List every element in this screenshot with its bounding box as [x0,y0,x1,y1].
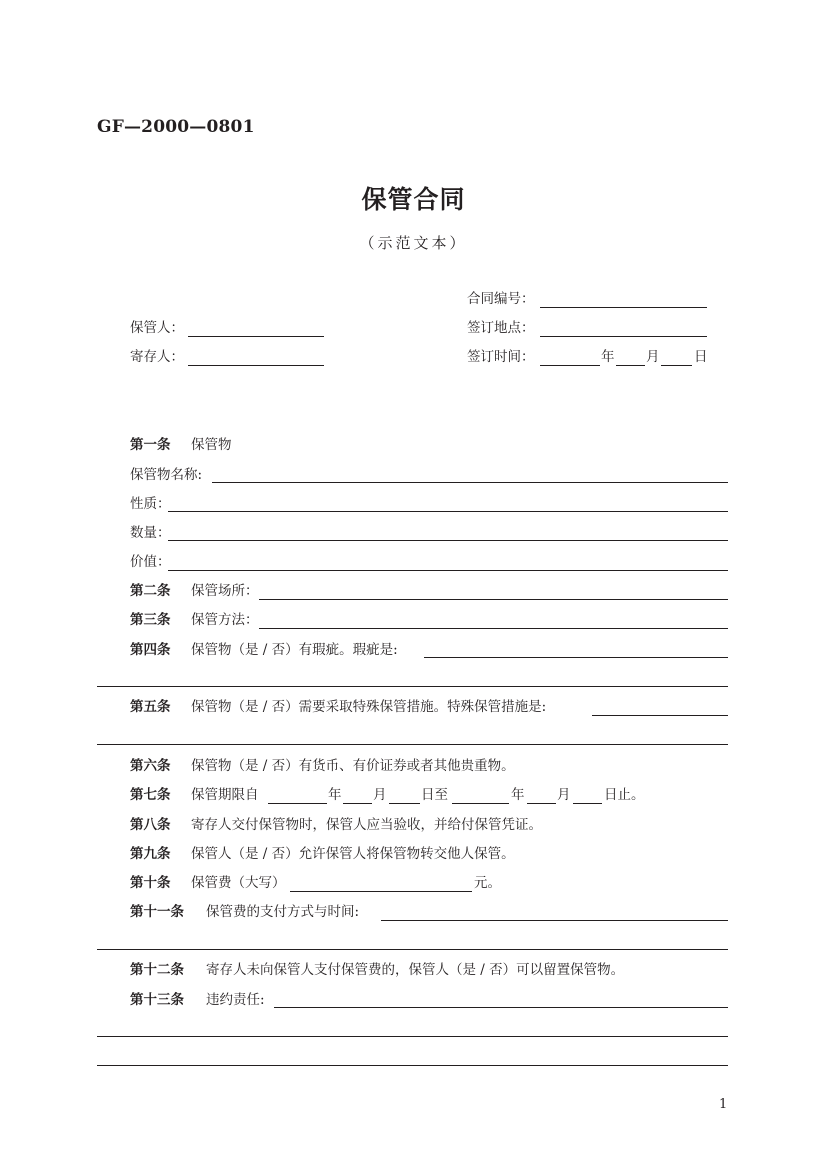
article-13-continuation-line-2 [97,1065,728,1066]
article-3-text: 保管方法： [191,612,259,628]
article-6-number: 第六条 [130,758,171,774]
article-8-number: 第八条 [130,817,171,833]
term-start-year-blank [268,803,327,804]
article-2-blank [259,599,728,600]
term-start-day-blank [389,803,420,804]
article-9-number: 第九条 [130,846,171,862]
sign-time-label: 签订时间： [467,349,535,365]
article-9-text: 保管人（是 / 否）允许保管人将保管物转交他人保管。 [191,846,515,862]
document-code: GF—2000—0801 [97,117,255,137]
article-12-number: 第十二条 [130,962,184,978]
sign-month-blank [616,365,645,366]
article-2-number: 第二条 [130,583,171,599]
article-5-number: 第五条 [130,699,171,715]
article-13-blank [274,1007,728,1008]
contract-no-blank [540,307,707,308]
term-start-month-blank [343,803,372,804]
item-name-label: 保管物名称: [130,467,203,483]
term-end-year-label: 年 [511,787,525,803]
article-3-number: 第三条 [130,612,171,628]
term-end-month-blank [527,803,556,804]
contract-no-label: 合同编号： [467,291,535,307]
article-1-title: 保管物 [191,437,232,453]
article-11-blank [381,920,728,921]
article-13-text: 违约责任: [206,992,265,1008]
sign-year-label: 年 [601,349,615,365]
article-6-text: 保管物（是 / 否）有货币、有价证券或者其他贵重物。 [191,758,515,774]
sign-place-blank [540,336,707,337]
item-quantity-blank [168,540,728,541]
custodian-blank [188,336,324,337]
item-nature-blank [168,511,728,512]
article-1-number: 第一条 [130,437,171,453]
article-3-blank [259,628,728,629]
page-number: 1 [719,1097,728,1112]
term-start-month-label: 月 [373,787,387,803]
sign-month-label: 月 [646,349,660,365]
term-start-year-label: 年 [328,787,342,803]
article-7-pre: 保管期限自 [191,787,259,803]
sign-day-blank [661,365,692,366]
article-5-continuation-line [97,744,728,745]
article-12-text: 寄存人未向保管人支付保管费的，保管人（是 / 否）可以留置保管物。 [206,962,625,978]
item-name-blank [212,482,728,483]
article-4-number: 第四条 [130,642,171,658]
document-title: 保管合同 [361,185,466,214]
article-7-number: 第七条 [130,787,171,803]
article-10-number: 第十条 [130,875,171,891]
article-4-text: 保管物（是 / 否）有瑕疵。瑕疵是: [191,642,398,658]
document-subtitle: （示范文本） [359,234,468,252]
article-5-text: 保管物（是 / 否）需要采取特殊保管措施。特殊保管措施是: [191,699,547,715]
term-end-year-blank [452,803,509,804]
item-value-label: 价值： [130,554,171,570]
term-end-day-blank [573,803,602,804]
fee-amount-blank [290,891,472,892]
sign-year-blank [540,365,600,366]
article-11-continuation-line [97,949,728,950]
term-end-month-label: 月 [557,787,571,803]
article-4-blank [424,657,728,658]
article-11-text: 保管费的支付方式与时间: [206,904,360,920]
article-13-number: 第十三条 [130,992,184,1008]
article-2-text: 保管场所： [191,583,259,599]
article-10-pre: 保管费（大写） [191,875,286,891]
article-10-post: 元。 [474,875,501,891]
item-quantity-label: 数量： [130,525,171,541]
article-13-continuation-line-1 [97,1036,728,1037]
item-nature-label: 性质： [130,496,171,512]
item-value-blank [168,570,728,571]
sign-place-label: 签订地点： [467,320,535,336]
article-11-number: 第十一条 [130,904,184,920]
depositor-label: 寄存人： [130,349,184,365]
sign-day-label: 日 [694,349,708,365]
article-4-continuation-line [97,686,728,687]
term-start-day-label: 日至 [421,787,448,803]
article-8-text: 寄存人交付保管物时，保管人应当验收，并给付保管凭证。 [191,817,542,833]
depositor-blank [188,365,324,366]
term-end-day-label: 日止。 [604,787,645,803]
custodian-label: 保管人： [130,320,184,336]
article-5-blank [592,715,728,716]
